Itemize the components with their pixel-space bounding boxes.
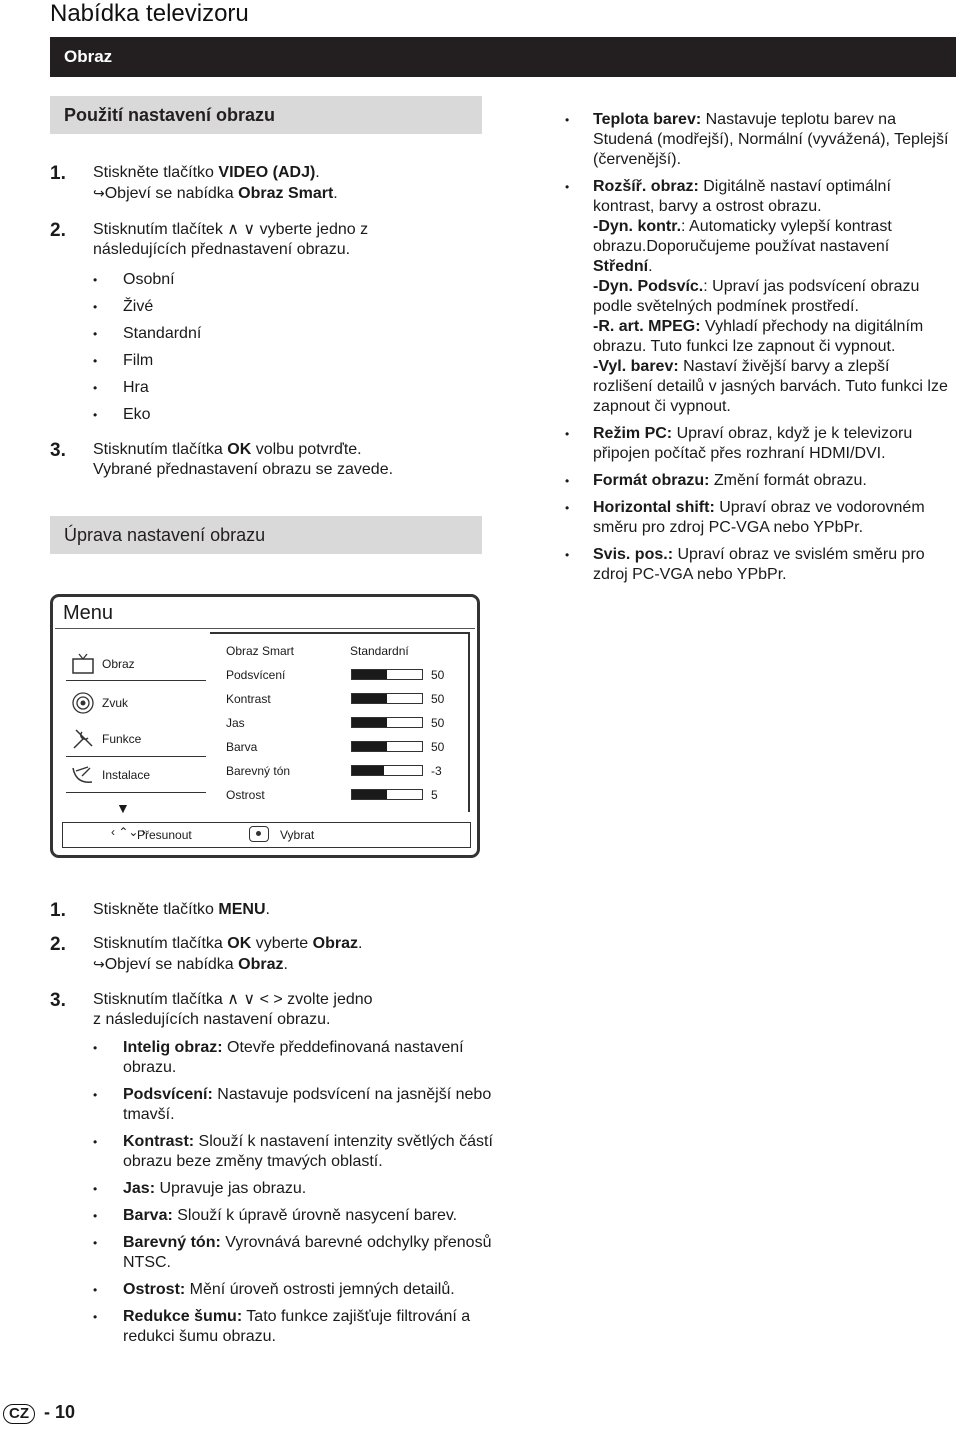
page-title: Nabídka televizoru — [50, 0, 249, 27]
setting-name: Barva: — [123, 1207, 173, 1224]
setting-level-fill — [352, 718, 387, 727]
step-text: Stisknutím tlačítka — [93, 441, 228, 458]
feature-desc: Upraví obraz ve vodorovném směru pro zdroj PC-VGA nebo YPbPr. — [593, 499, 925, 536]
usage-heading: Použití nastavení obrazu — [50, 96, 482, 134]
step-result: Objeví se nabídka — [104, 956, 239, 973]
setting-item — [123, 1233, 493, 1273]
step-result-key: Obraz — [238, 956, 284, 973]
feature-item — [565, 545, 950, 585]
step-number: 3. — [50, 440, 66, 461]
tv-icon — [70, 651, 96, 677]
category-label: Instalace — [102, 768, 151, 782]
setting-level-bar[interactable] — [351, 765, 423, 776]
step-text: z následujících nastavení obrazu. — [93, 1011, 331, 1028]
scroll-down-icon[interactable]: ▼ — [116, 800, 130, 816]
step-text: Stisknutím tlačítek ∧ ∨ vyberte jedno z — [93, 221, 369, 238]
category-label: Obraz — [102, 657, 135, 671]
step-number: 1. — [50, 900, 66, 921]
sub-feature-name: -Vyl. barev: — [593, 358, 679, 375]
feature-item — [565, 498, 950, 538]
step-result-key: Obraz Smart — [238, 185, 334, 202]
feature-name: Horizontal shift: — [593, 499, 715, 516]
setting-desc: Upravuje jas obrazu. — [155, 1180, 307, 1197]
step-text: Stiskněte tlačítko — [93, 901, 219, 918]
result-arrow-icon: ↪ — [93, 956, 105, 972]
feature-name: Svis. pos.: — [593, 546, 674, 563]
move-label: Přesunout — [137, 828, 192, 842]
menu-category-obraz[interactable] — [66, 645, 206, 681]
setting-value: 50 — [431, 740, 445, 754]
preset-item: • Eko — [123, 405, 201, 425]
page-footer — [3, 1402, 75, 1424]
setting-level-bar[interactable] — [351, 717, 423, 728]
setting-desc: Slouží k úpravě úrovně nasycení barev. — [172, 1207, 458, 1224]
select-label: Vybrat — [280, 828, 315, 842]
preset-item: • Standardní — [123, 324, 201, 344]
select-button-icon — [249, 826, 269, 842]
sub-feature-desc: : Automaticky vylepší kontrast obrazu.Doporučujeme používat nastavení — [593, 218, 892, 255]
menu-category-instalace[interactable] — [66, 756, 206, 792]
language-badge: CZ — [3, 1404, 35, 1424]
menu-category-funkce[interactable] — [66, 720, 206, 756]
step-result: . — [333, 185, 338, 202]
step-text: Stisknutím tlačítka — [93, 935, 228, 952]
setting-label: Kontrast — [226, 692, 271, 706]
tools-icon — [70, 726, 96, 752]
smart-value[interactable]: Standardní — [350, 644, 409, 658]
step-text: Stiskněte tlačítko — [93, 164, 219, 181]
feature-desc: Upraví obraz ve svislém směru pro zdroj PC-VGA nebo YPbPr. — [593, 546, 925, 583]
step-number: 1. — [50, 163, 66, 184]
sub-feature-desc: Nastaví živější barvy a zlepší rozlišení detailů v jasných barvách. Tuto funkci lze zapnout či vypnout. — [593, 358, 948, 415]
setting-value: 50 — [431, 716, 445, 730]
step-key: OK — [227, 441, 252, 458]
feature-item — [565, 110, 950, 170]
step-text: Vybrané přednastavení obrazu se zavede. — [93, 461, 394, 478]
category-label: Zvuk — [102, 696, 129, 710]
menu-navbar — [62, 822, 471, 848]
setting-desc: Slouží k nastavení intenzity světlých částí obrazu beze změny tmavých oblastí. — [123, 1133, 493, 1170]
setting-name: Kontrast: — [123, 1133, 195, 1150]
setting-item — [123, 1280, 493, 1300]
sub-feature-value: Střední — [593, 258, 649, 275]
result-arrow-icon: ↪ — [93, 185, 105, 201]
feature-name: Režim PC: — [593, 425, 673, 442]
setting-level-fill — [352, 670, 387, 679]
setting-item — [123, 1307, 493, 1347]
step-text: vyberte — [251, 935, 313, 952]
setting-level-fill — [352, 790, 387, 799]
setting-desc: Otevře předdefinovaná nastavení obrazu. — [123, 1039, 464, 1076]
setting-item — [123, 1132, 493, 1172]
setting-desc: Tato funkce zajišťuje filtrování a redukci šumu obrazu. — [123, 1308, 471, 1345]
smart-label: Obraz Smart — [226, 644, 295, 658]
sub-feature-desc: . — [648, 258, 653, 275]
feature-desc: Změní formát obrazu. — [709, 472, 867, 489]
satellite-icon — [70, 762, 96, 788]
preset-item: • Osobní — [123, 270, 201, 290]
menu-divider — [55, 628, 475, 629]
setting-name: Barevný tón: — [123, 1234, 221, 1251]
setting-label: Ostrost — [226, 788, 265, 802]
setting-name: Intelig obraz: — [123, 1039, 223, 1056]
menu-divider — [66, 792, 206, 793]
step-text: . — [357, 935, 363, 952]
step-number: 3. — [50, 990, 66, 1011]
setting-level-fill — [352, 742, 387, 751]
sub-feature-desc: Vyhladí přechody na digitálním obrazu. Tuto funkci lze zapnout či vypnout. — [593, 318, 924, 355]
step-text: . — [265, 901, 270, 918]
preset-item: • Film — [123, 351, 201, 371]
speaker-icon — [70, 690, 96, 716]
setting-descriptions — [123, 1038, 493, 1354]
setting-item — [123, 1179, 493, 1199]
step-text: . — [315, 164, 320, 181]
setting-value: 50 — [431, 692, 445, 706]
feature-name: Rozšíř. obraz: — [593, 178, 699, 195]
preset-list — [123, 270, 201, 432]
step-text: volbu potvrďte. — [251, 441, 362, 458]
setting-desc: Mění úroveň ostrosti jemných detailů. — [185, 1281, 455, 1298]
step-text: následujících přednastavení obrazu. — [93, 241, 351, 258]
setting-name: Ostrost: — [123, 1281, 186, 1298]
setting-level-bar[interactable] — [351, 789, 423, 800]
preset-item: • Hra — [123, 378, 201, 398]
setting-level-fill — [352, 694, 387, 703]
step-result: . — [283, 956, 288, 973]
feature-item — [565, 424, 950, 464]
feature-item — [565, 471, 950, 491]
page-number: - 10 — [44, 1402, 76, 1422]
setting-level-bar[interactable] — [351, 693, 423, 704]
setting-label: Barva — [226, 740, 258, 754]
step-key: OK — [227, 935, 252, 952]
sub-feature-desc: : Upraví jas podsvícení obrazu podle světelných podmínek prostředí. — [593, 278, 920, 315]
step-key: Obraz — [312, 935, 358, 952]
preset-item: • Živé — [123, 297, 201, 317]
menu-divider — [66, 680, 206, 681]
menu-title: Menu — [63, 602, 114, 624]
setting-name: Redukce šumu: — [123, 1308, 243, 1325]
setting-level-fill — [352, 766, 384, 775]
step-result: Objeví se nabídka — [104, 185, 239, 202]
navigate-icon: ‹ ⌃⌄ › — [111, 825, 146, 839]
sub-feature-name: -Dyn. Podsvíc. — [593, 278, 704, 295]
feature-desc: Upraví obraz, když je k televizoru připojen počítač přes rozhraní HDMI/DVI. — [593, 425, 913, 462]
setting-label: Podsvícení — [226, 668, 286, 682]
feature-name: Formát obrazu: — [593, 472, 710, 489]
feature-desc: Nastavuje teplotu barev na Studená (modřejší), Normální (vyvážená), Teplejší (červenější). — [593, 111, 949, 168]
setting-item — [123, 1206, 493, 1226]
feature-item — [565, 177, 950, 417]
step-key: VIDEO (ADJ) — [218, 164, 316, 181]
section-bar: Obraz — [50, 37, 956, 77]
sub-feature-name: -Dyn. kontr. — [593, 218, 682, 235]
category-label: Funkce — [102, 732, 142, 746]
setting-value: -3 — [431, 764, 442, 778]
setting-item — [123, 1038, 493, 1078]
step-text: Stisknutím tlačítka ∧ ∨ < > zvolte jedno — [93, 991, 373, 1008]
step-number: 2. — [50, 220, 66, 241]
setting-value: 5 — [431, 788, 438, 802]
setting-desc: Nastavuje podsvícení na jasnější nebo tmavší. — [123, 1086, 492, 1123]
setting-item — [123, 1085, 493, 1125]
adjust-heading: Úprava nastavení obrazu — [50, 516, 482, 554]
setting-desc: Vyrovnává barevné odchylky přenosů NTSC. — [123, 1234, 492, 1271]
feature-desc: Digitálně nastaví optimální kontrast, barvy a ostrost obrazu. — [593, 178, 891, 215]
menu-category-zvuk[interactable] — [66, 684, 206, 720]
step-key: MENU — [218, 901, 266, 918]
step-number: 2. — [50, 934, 66, 955]
setting-value: 50 — [431, 668, 445, 682]
feature-name: Teplota barev: — [593, 111, 702, 128]
setting-label: Barevný tón — [226, 764, 291, 778]
right-column — [565, 110, 950, 592]
setting-name: Jas: — [123, 1180, 156, 1197]
setting-name: Podsvícení: — [123, 1086, 213, 1103]
setting-label: Jas — [226, 716, 245, 730]
setting-level-bar[interactable] — [351, 741, 423, 752]
sub-feature-name: -R. art. MPEG: — [593, 318, 701, 335]
setting-level-bar[interactable] — [351, 669, 423, 680]
